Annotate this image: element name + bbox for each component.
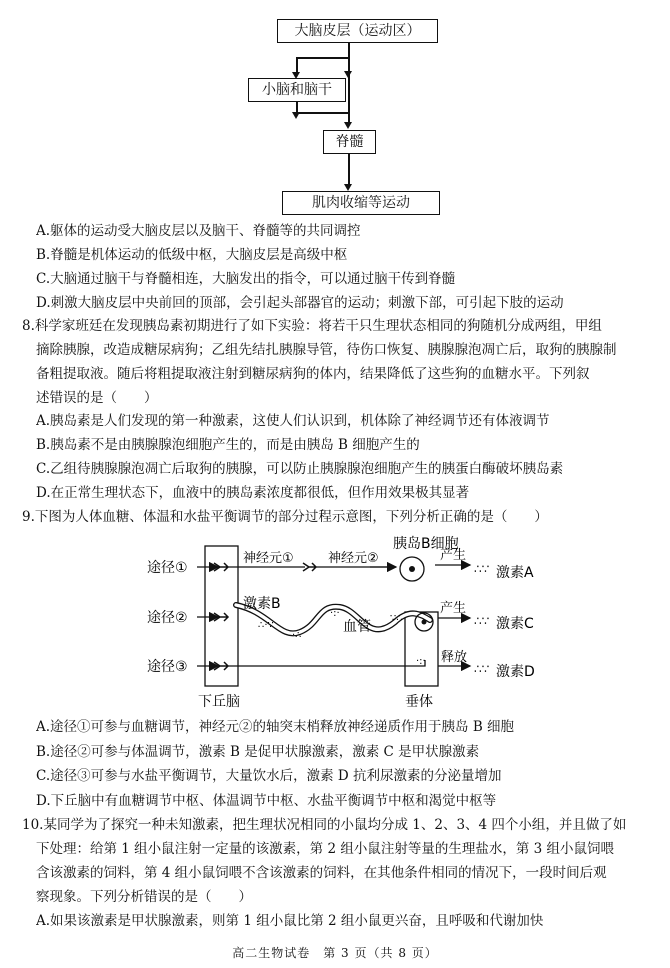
hormone-c-label: 激素C [496,616,534,632]
flow-box-cerebral-cortex: 大脑皮层（运动区） [277,19,438,43]
path-3-label: 途径③ [147,659,188,675]
hormone-b-dots-3: ·:· [330,608,340,619]
hypothalamus-label: 下丘脑 [198,694,240,710]
q9-option-c: C.途径③可参与水盐平衡调节，大量饮水后，激素 D 抗利尿激素的分泌量增加 [36,768,502,784]
flow-arrow-branch [296,57,298,73]
produce-1-label: 产生 [440,548,467,563]
path-1-label: 途径① [147,560,188,576]
q7-option-c: C.大脑通过脑干与脊髓相连，大脑发出的指令，可以通过脑干传到脊髓 [36,271,456,287]
q8-option-b: B.胰岛素不是由胰腺腺泡细胞产生的，而是由胰岛 B 细胞产生的 [36,437,420,453]
neuron-1-label: 神经元① [243,551,294,566]
hormone-b-dots-2: ·∴ [292,630,302,641]
q8-stem-line-1: 8.科学家班廷在发现胰岛素初期进行了如下实验：将若干只生理状态相同的狗随机分成两组，甲组 [22,318,602,334]
flow-arrow-3 [348,153,350,185]
q10-stem-line-3: 含该激素的饲料，第 4 组小鼠饲喂不含该激素的饲料，在其他条件相同的情况下，一段时间后观 [36,865,607,881]
pituitary-label: 垂体 [405,694,433,710]
flow-arrow-2 [348,42,350,123]
flow-branch-line [296,57,349,59]
hormone-b-dots-1: ∴·∵ [258,620,274,631]
islet-cell-label: 胰岛B细胞 [393,536,459,552]
vessel-label: 血管 [343,619,371,635]
hormone-c-dots: ∴∵ [474,614,490,628]
produce-2-label: 产生 [440,601,467,616]
pituitary-release-dots: ·:· [416,656,426,667]
path-2-label: 途径② [147,610,188,626]
q7-option-b: B.脊髓是机体运动的低级中枢，大脑皮层是高级中枢 [36,247,348,263]
hormone-d-dots: ∴∵ [474,662,490,676]
q10-stem-line-4: 察现象。下列分析错误的是（ ） [36,889,252,905]
release-label: 释放 [441,650,468,665]
islet-cell-nucleus [409,566,415,572]
pituitary-cell-nucleus [422,620,427,625]
hormone-d-label: 激素D [496,664,535,680]
flow-box-spinal-cord: 脊髓 [323,130,376,154]
flow-box-muscle: 肌肉收缩等运动 [282,191,440,215]
regulation-diagram [0,532,670,712]
q9-option-a: A.途径①可参与血糖调节，神经元②的轴突末梢释放神经递质作用于胰岛 B 细胞 [36,719,515,735]
hormone-b-dots-4: ∵∴ [390,613,403,624]
neuron-2-label: 神经元② [328,551,379,566]
flow-line-cb-to-spine [296,112,349,114]
q9-option-d: D.下丘脑中有血糖调节中枢、体温调节中枢、水盐平衡调节中枢和渴觉中枢等 [36,793,497,809]
q8-stem-line-4: 述错误的是（ ） [36,390,158,406]
q8-option-c: C.乙组待胰腺腺泡凋亡后取狗的胰腺，可以防止胰腺腺泡细胞产生的胰蛋白酶破坏胰岛素 [36,461,564,477]
hormone-a-label: 激素A [496,565,534,581]
page-footer: 高二生物试卷 第 3 页（共 8 页） [232,946,438,960]
q8-stem-line-2: 摘除胰腺，改造成糖尿病狗；乙组先结扎胰腺导管，待伤口恢复、胰腺腺泡凋亡后，取狗的胰腺制 [36,342,617,358]
q9-option-b: B.途径②可参与体温调节，激素 B 是促甲状腺激素，激素 C 是甲状腺激素 [36,744,480,760]
q7-option-d: D.刺激大脑皮层中央前回的顶部，会引起头部器官的运动；刺激下部，可引起下肢的运动 [36,295,564,311]
q8-stem-line-3: 备粗提取液。随后将粗提取液注射到糖尿病狗的体内，结果降低了这些狗的血糖水平。下列叙 [36,366,590,382]
q10-stem-line-2: 下处理：给第 1 组小鼠注射一定量的该激素，第 2 组小鼠注射等量的生理盐水，第 3 组小鼠饲喂 [36,841,615,857]
q10-stem-line-1: 10.某同学为了探究一种未知激素，把生理状况相同的小鼠均分成 1、2、3、4 四个小组，并且做了如 [22,817,627,833]
q10-option-a: A.如果该激素是甲状腺激素，则第 1 组小鼠比第 2 组小鼠更兴奋，且呼吸和代谢加快 [36,913,544,929]
flow-box-cerebellum-brainstem: 小脑和脑干 [248,78,346,102]
hormone-b-label: 激素B [243,596,281,612]
q8-option-d: D.在正常生理状态下，血液中的胰岛素浓度都很低，但作用效果极其显著 [36,485,470,501]
q7-option-a: A.躯体的运动受大脑皮层以及脑干、脊髓等的共同调控 [36,223,361,239]
flow-line-cb-down [296,101,298,113]
q9-stem: 9.下图为人体血糖、体温和水盐平衡调节的部分过程示意图，下列分析正确的是（ ） [22,509,548,525]
hormone-a-dots: ∴∵ [474,562,490,576]
q8-option-a: A.胰岛素是人们发现的第一种激素，这使人们认识到，机体除了神经调节还有体液调节 [36,413,550,429]
